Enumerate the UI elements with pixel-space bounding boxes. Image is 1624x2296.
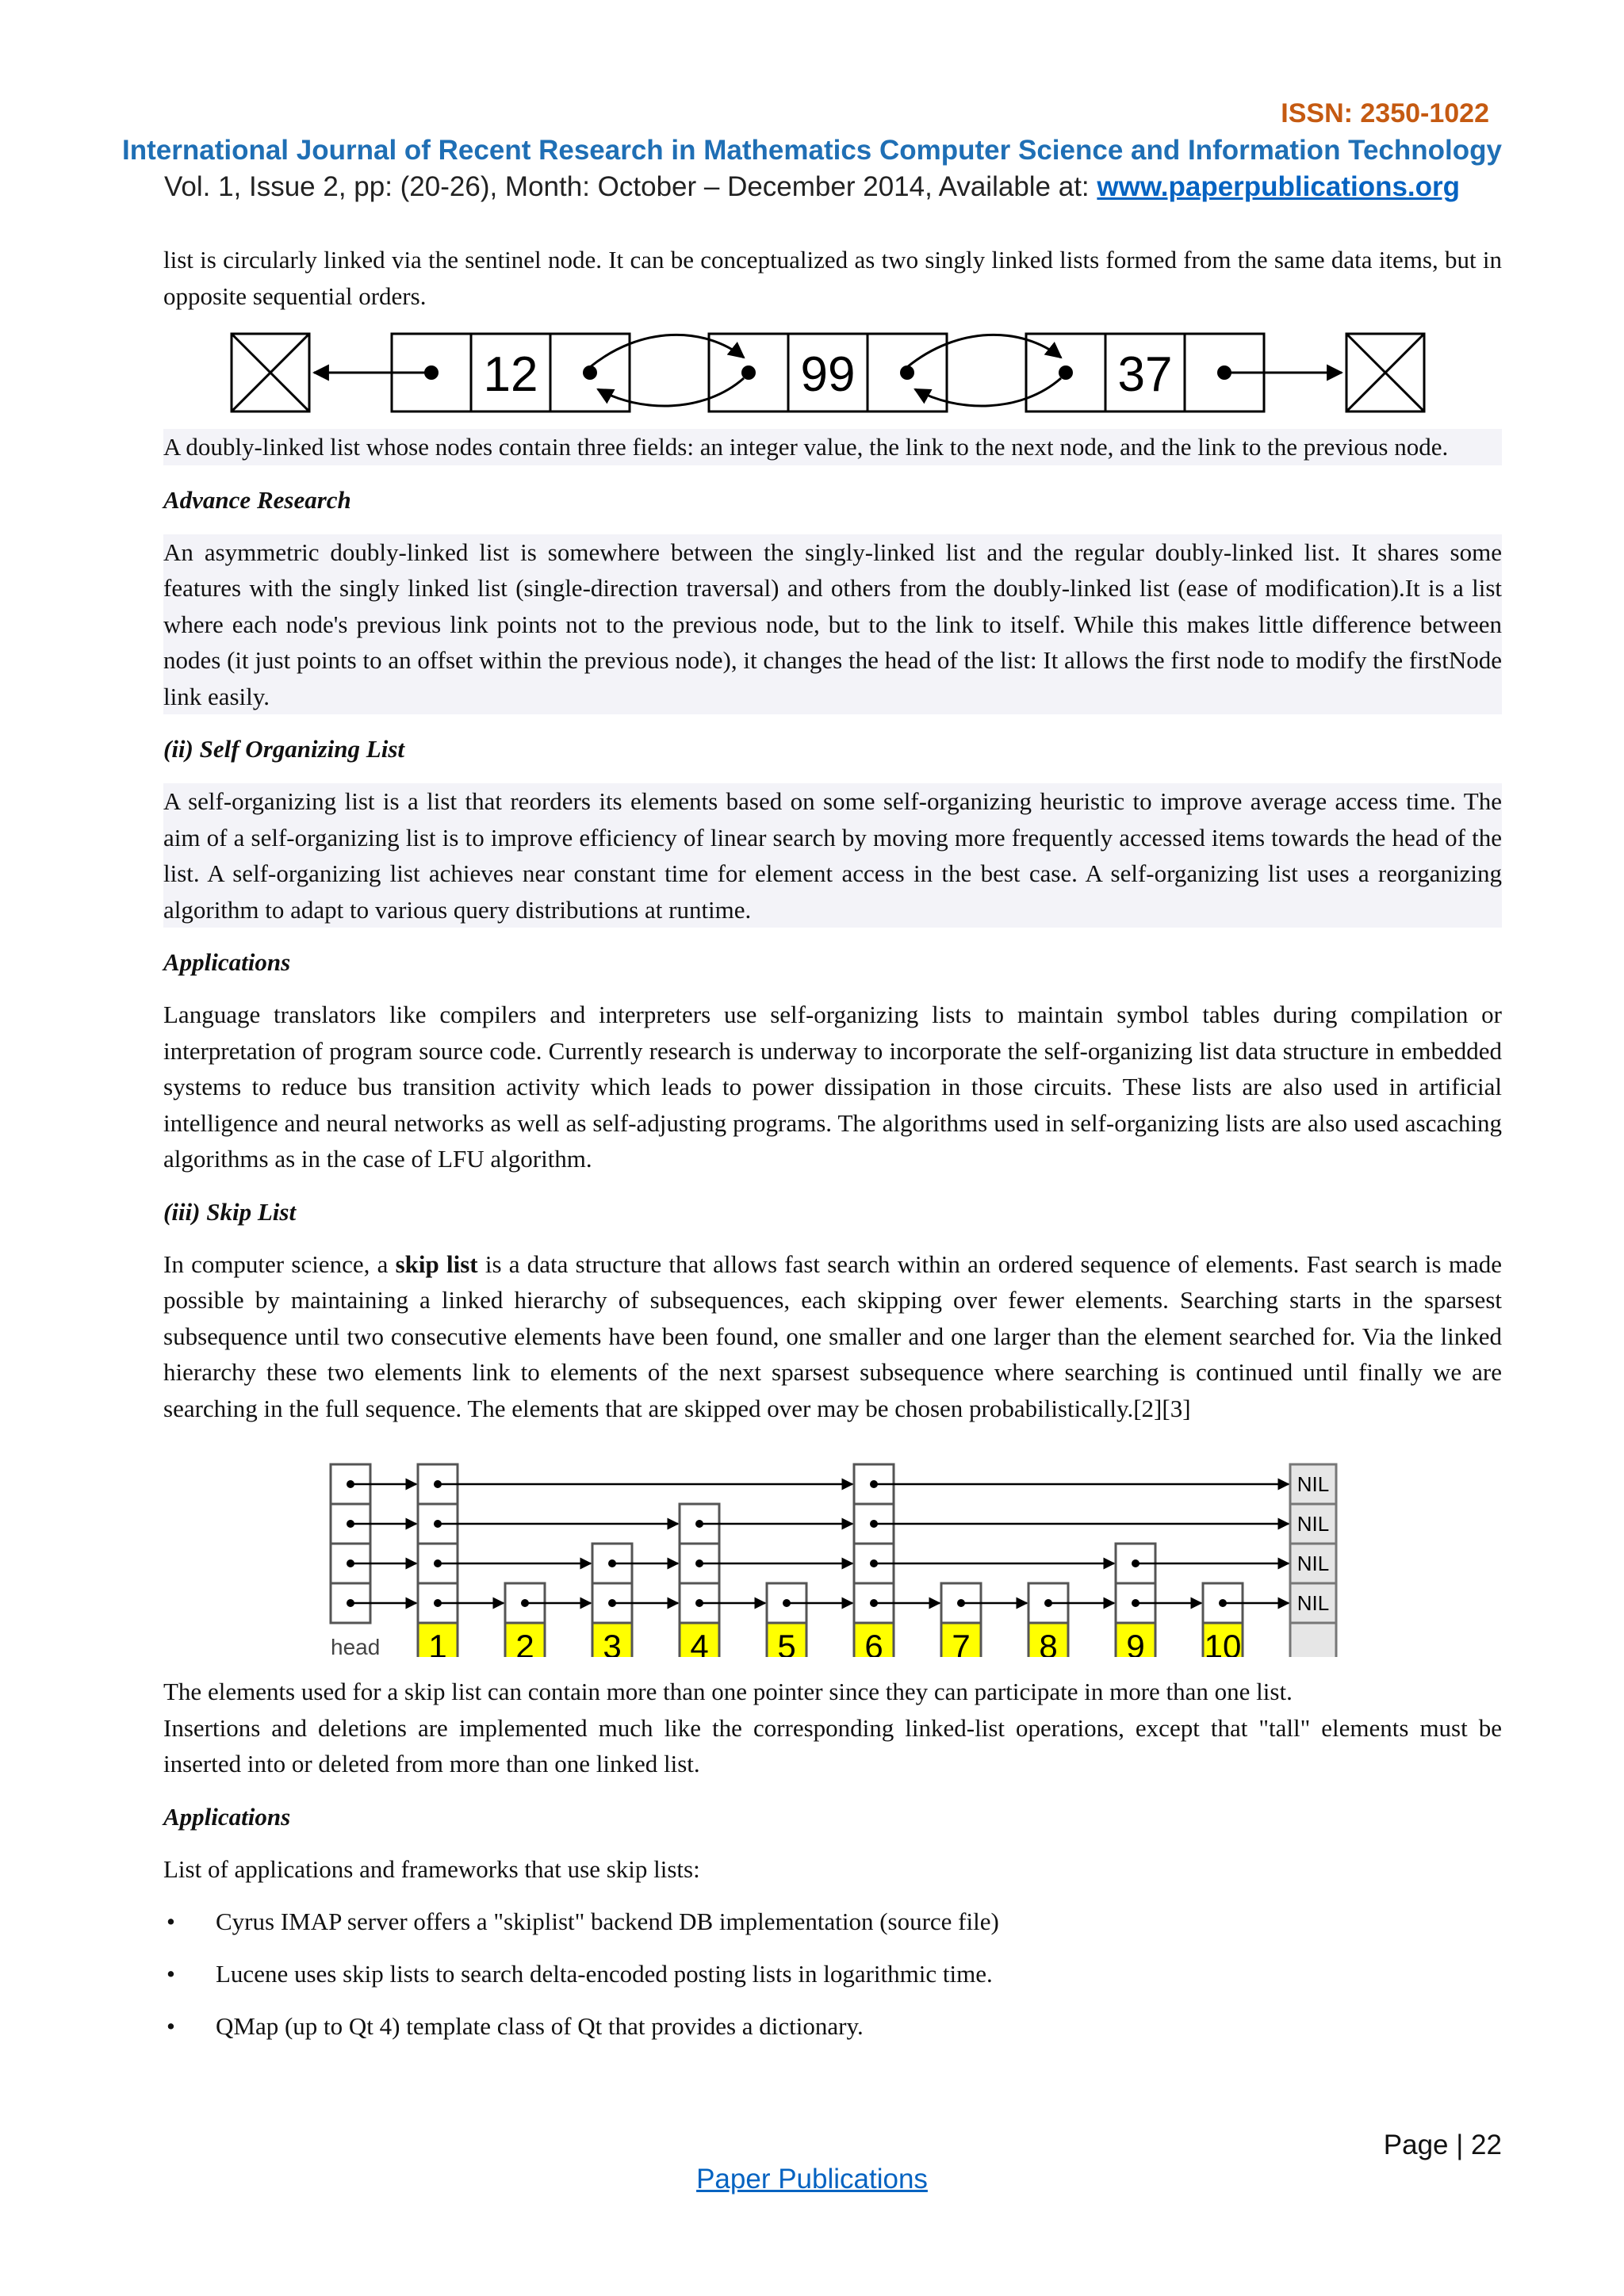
list-item-text: Cyrus IMAP server offers a "skiplist" backend DB implementation (source file) xyxy=(216,1908,999,1935)
heading-self-organizing-list: (ii) Self Organizing List xyxy=(163,735,405,763)
nil-base xyxy=(1290,1623,1336,1657)
skip-list-paragraph xyxy=(163,1246,1502,1427)
list-item-text: Lucene uses skip lists to search delta-encoded posting lists in logarithmic time. xyxy=(216,1960,993,1988)
page-number: Page | 22 xyxy=(1383,2130,1502,2160)
skip-list-figure xyxy=(327,1447,1350,1657)
bullet: • xyxy=(167,1960,175,1988)
key-label: 8 xyxy=(1039,1628,1058,1657)
key-label: 10 xyxy=(1204,1628,1242,1657)
nil-label: NIL xyxy=(1297,1591,1330,1615)
list-item-text: QMap (up to Qt 4) template class of Qt that provides a dictionary. xyxy=(216,2012,864,2040)
applications-list xyxy=(163,1904,1502,2044)
self-organizing-paragraph: A self-organizing list is a list that reorders its elements based on some self-organizing heuristic to improve average access time. The aim of a self-organizing list is to improve efficiency of linear search by moving more frequently accessed items towards the head of the list. A self-organizing list achieves near constant time for element access in the best case. A self-organizing list uses a reorganizing algorithm to adapt to various query distributions at runtime. xyxy=(163,783,1502,928)
list-item xyxy=(163,2008,1502,2044)
publisher-link[interactable]: Paper Publications xyxy=(696,2164,928,2195)
skip-text-a: In computer science, a xyxy=(163,1249,396,1278)
list-item xyxy=(163,1904,1502,1939)
applications-paragraph-1: Language translators like compilers and interpreters use self-organizing lists to maintain symbol tables during compilation or interpretation of program source code. Currently research is underway to incorporate the self-organizing list data structure in embedded systems to reduce bus transition activity which leads to power dissipation in those circuits. These lists are also used in artificial intelligence and neural networks as well as self-adjusting programs. The algorithms used in self-organizing lists are also used ascaching algorithms as in the case of LFU algorithm. xyxy=(163,1001,1502,1173)
head-label: head xyxy=(331,1635,381,1657)
key-label: 9 xyxy=(1126,1628,1145,1657)
applications-intro: List of applications and frameworks that use skip lists: xyxy=(163,1854,700,1883)
skip-text-b: is a data structure that allows fast search within an ordered sequence of elements. Fast search is made possible by maintaining a linked hierarchy of subsequences, each skipping over fewer elements. Searching starts in the sparsest subsequence until two consecutive elements have been found, one smaller and one larger than the element searched for. Via the linked hierarchy these two elements link to elements of the next sparsest subsequence where searching is continued until finally we are searching in the full sequence. The elements that are skipped over may be chosen probabilistically.[2][3] xyxy=(163,1249,1502,1422)
website-link[interactable]: www.paperpublications.org xyxy=(1097,171,1461,202)
nil-label: NIL xyxy=(1297,1552,1330,1575)
nil-label: NIL xyxy=(1297,1512,1330,1536)
nil-label: NIL xyxy=(1297,1472,1330,1496)
heading-skip-list: (iii) Skip List xyxy=(163,1197,297,1226)
key-label: 5 xyxy=(777,1628,796,1657)
skip-list-term: skip list xyxy=(395,1249,478,1278)
intro-paragraph: list is circularly linked via the sentinel node. It can be conceptualized as two singly linked lists formed from the same data items, but in opposite sequential orders. xyxy=(163,246,1502,310)
bullet: • xyxy=(167,2012,175,2040)
node-value: 99 xyxy=(800,347,856,402)
page-content xyxy=(163,242,1502,2061)
heading-applications-1: Applications xyxy=(163,948,291,976)
skip-list-after-1: The elements used for a skip list can contain more than one pointer since they can participate in more than one list. xyxy=(163,1678,1293,1705)
node-value: 12 xyxy=(483,347,538,402)
heading-advance-research: Advance Research xyxy=(163,485,351,514)
volume-line xyxy=(0,171,1624,203)
footer xyxy=(0,2164,1624,2195)
doubly-linked-list-figure xyxy=(228,326,1434,413)
advance-research-paragraph: An asymmetric doubly-linked list is somewhere between the singly-linked list and the regular doubly-linked list. It shares some features with the singly linked list (single-direction traversal) and others from the doubly-linked list (ease of modification).It is a list where each node's previous link points not to the previous node, but to the link to itself. While this makes little difference between nodes (it just points to an offset within the previous node), it changes the head of the list: It allows the first node to modify the firstNode link easily. xyxy=(163,534,1502,715)
key-label: 7 xyxy=(952,1628,971,1657)
key-label: 2 xyxy=(515,1628,534,1657)
key-label: 1 xyxy=(428,1628,447,1657)
journal-title: International Journal of Recent Research in Mathematics Computer Science and Information Technology xyxy=(122,135,1502,166)
heading-applications-2: Applications xyxy=(163,1802,291,1831)
list-item xyxy=(163,1956,1502,1992)
fig1-caption: A doubly-linked list whose nodes contain three fields: an integer value, the link to the next node, and the link to the previous node. xyxy=(163,429,1502,465)
skip-list-after-2: Insertions and deletions are implemented much like the corresponding linked-list operations, except that "tall" elements must be inserted into or deleted from more than one linked list. xyxy=(163,1713,1502,1777)
node-value: 37 xyxy=(1117,347,1173,402)
bullet: • xyxy=(167,1908,175,1935)
volume-text: Vol. 1, Issue 2, pp: (20-26), Month: October – December 2014, Available at: xyxy=(163,171,1097,202)
key-label: 6 xyxy=(864,1628,883,1657)
key-label: 3 xyxy=(603,1628,622,1657)
key-label: 4 xyxy=(690,1628,709,1657)
issn-label: ISSN: 2350-1022 xyxy=(1281,98,1489,128)
